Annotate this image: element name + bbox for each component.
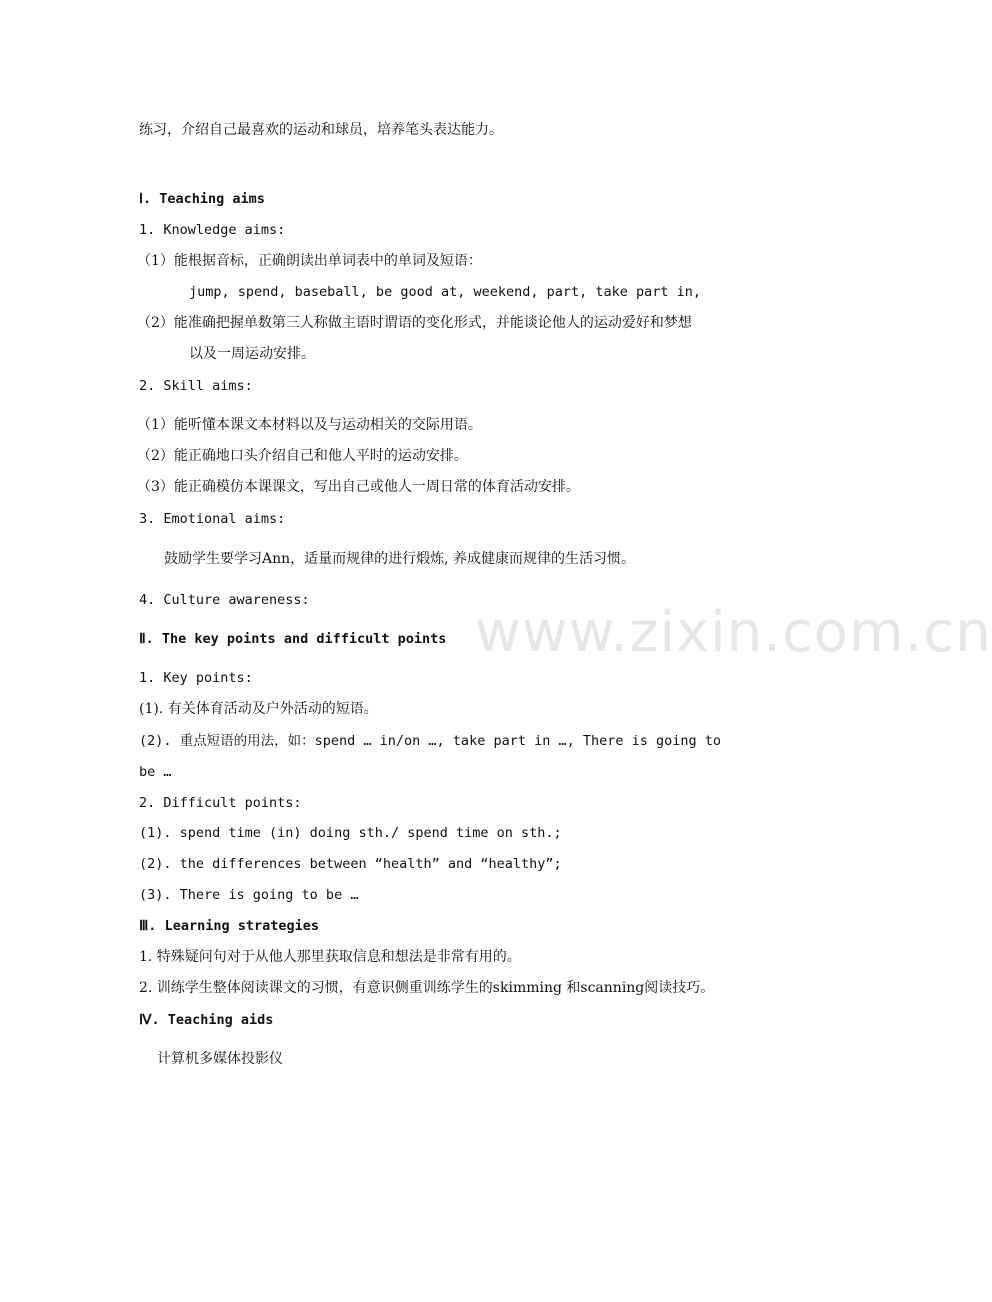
section-heading-teaching-aims: Ⅰ. Teaching aims — [139, 191, 265, 207]
watermark: www.zixin.com.cn — [475, 600, 992, 665]
learning-strategy-2: 2. 训练学生整体阅读课文的习惯，有意识侧重训练学生的skimming 和scanning阅读技巧。 — [139, 980, 715, 996]
skill-aim-1: （1）能听懂本课文本材料以及与运动相关的交际用语。 — [137, 417, 482, 433]
key-point-2-continued: be … — [139, 764, 172, 780]
subheading-emotional-aims: 3. Emotional aims: — [139, 511, 286, 527]
key-point-2: (2). 重点短语的用法，如：spend … in/on …, take part in …, There is going to — [139, 733, 722, 749]
emotional-aim-text: 鼓励学生要学习Ann，适量而规律的进行煅炼, 养成健康而规律的生活习惯。 — [164, 551, 636, 567]
difficult-point-1: (1). spend time (in) doing sth./ spend time on sth.; — [139, 825, 562, 841]
subheading-culture-awareness: 4. Culture awareness: — [139, 592, 310, 608]
section-heading-learning-strategies: Ⅲ. Learning strategies — [139, 918, 319, 934]
difficult-point-3: (3). There is going to be … — [139, 887, 359, 903]
skill-aim-2: （2）能正确地口头介绍自己和他人平时的运动安排。 — [137, 448, 468, 464]
difficult-point-2: (2). the differences between “health” and “healthy”; — [139, 856, 562, 872]
intro-continuation: 练习，介绍自己最喜欢的运动和球员，培养笔头表达能力。 — [139, 122, 503, 138]
subheading-skill-aims: 2. Skill aims: — [139, 378, 253, 394]
skill-aim-3: （3）能正确模仿本课课文，写出自己或他人一周日常的体育活动安排。 — [137, 479, 580, 495]
section-heading-teaching-aids: Ⅳ. Teaching aids — [139, 1012, 274, 1028]
vocabulary-list: jump, spend, baseball, be good at, weekend, part, take part in, — [189, 284, 702, 300]
section-heading-key-points: Ⅱ. The key points and difficult points — [139, 631, 447, 647]
knowledge-aim-1: （1）能根据音标，正确朗读出单词表中的单词及短语： — [137, 253, 482, 269]
knowledge-aim-2-continued: 以及一周运动安排。 — [189, 346, 315, 362]
teaching-aids-text: 计算机多媒体投影仪 — [157, 1051, 283, 1067]
key-point-1: (1). 有关体育活动及户外活动的短语。 — [139, 701, 378, 717]
subheading-key-points: 1. Key points: — [139, 670, 253, 686]
knowledge-aim-2: （2）能准确把握单数第三人称做主语时谓语的变化形式，并能谈论他人的运动爱好和梦想 — [137, 315, 692, 331]
subheading-knowledge-aims: 1. Knowledge aims: — [139, 222, 286, 238]
subheading-difficult-points: 2. Difficult points: — [139, 795, 302, 811]
learning-strategy-1: 1. 特殊疑问句对于从他人那里获取信息和想法是非常有用的。 — [139, 949, 521, 965]
